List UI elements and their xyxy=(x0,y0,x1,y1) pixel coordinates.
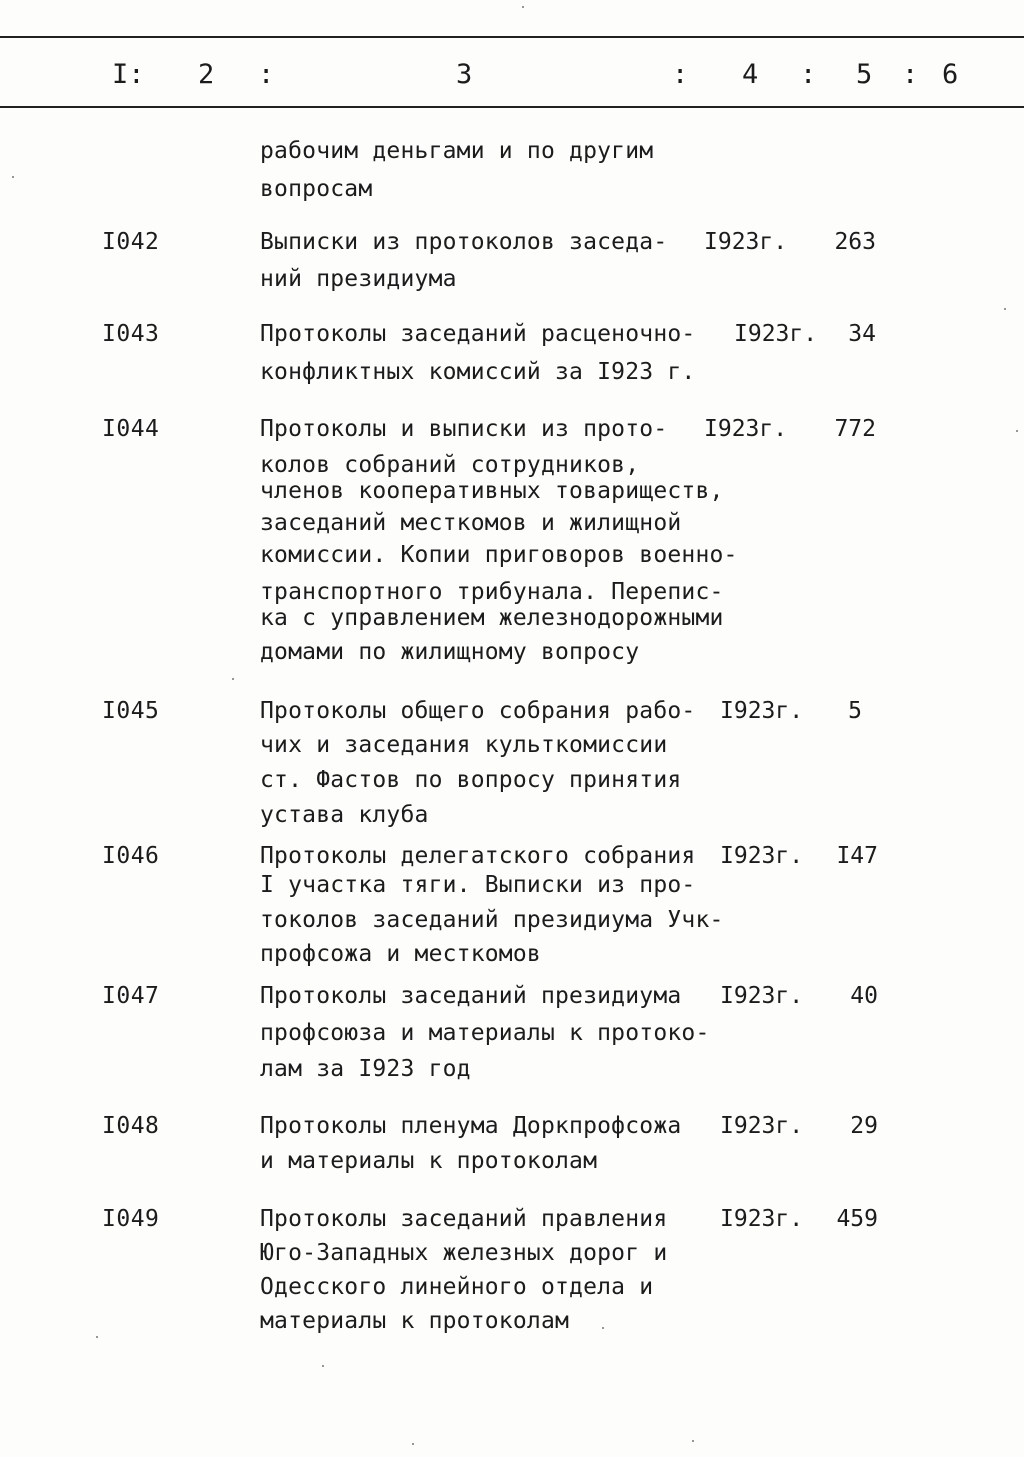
record-number: I047 xyxy=(102,983,160,1009)
scan-speck xyxy=(1016,430,1018,432)
scan-speck xyxy=(692,1440,694,1442)
record-title-line: ст. Фастов по вопросу принятия xyxy=(260,767,682,793)
record-title-line: Протоколы заседаний расценочно- xyxy=(260,321,696,347)
scan-speck xyxy=(322,1365,324,1367)
record-title-line: транспортного трибунала. Перепис- xyxy=(260,579,724,605)
record-date: I923г. xyxy=(734,321,818,347)
record-title-line: I участка тяги. Выписки из про- xyxy=(260,872,696,898)
record-number: I048 xyxy=(102,1113,160,1139)
record-date: I923г. xyxy=(720,1113,804,1139)
record-date: I923г. xyxy=(704,416,788,442)
record-sheet-count: 772 xyxy=(834,416,876,442)
header-col-6: 6 xyxy=(942,59,959,90)
record-number: I045 xyxy=(102,698,160,724)
carryover-line: вопросам xyxy=(260,176,373,202)
record-title-line: и материалы к протоколам xyxy=(260,1148,598,1174)
record-date: I923г. xyxy=(720,983,804,1009)
record-title-line: заседаний месткомов и жилищной xyxy=(260,510,682,536)
record-title-line: устава клуба xyxy=(260,802,429,828)
header-col-5: 5 xyxy=(856,59,873,90)
record-sheet-count: I47 xyxy=(836,843,878,869)
record-title-line: токолов заседаний президиума Учк- xyxy=(260,907,724,933)
record-title-line: чих и заседания культкомиссии xyxy=(260,732,668,758)
header-separator: : xyxy=(800,59,817,90)
scan-speck xyxy=(522,6,524,8)
record-number: I049 xyxy=(102,1206,160,1232)
scan-speck xyxy=(1004,308,1006,310)
carryover-line: рабочим деньгами и по другим xyxy=(260,138,654,164)
record-number: I046 xyxy=(102,843,160,869)
record-date: I923г. xyxy=(720,1206,804,1232)
record-title-line: Протоколы и выписки из прото- xyxy=(260,416,668,442)
record-sheet-count: 459 xyxy=(836,1206,878,1232)
header-separator: : xyxy=(902,59,919,90)
record-title-line: ка с управлением железнодорожными xyxy=(260,605,724,631)
scan-speck xyxy=(12,176,14,178)
record-date: I923г. xyxy=(704,229,788,255)
header-top-rule xyxy=(0,36,1024,38)
record-title-line: лам за I923 год xyxy=(260,1056,471,1082)
record-number: I043 xyxy=(102,321,160,347)
record-title-line: Выписки из протоколов заседа- xyxy=(260,229,668,255)
record-title-line: Протоколы общего собрания рабо- xyxy=(260,698,696,724)
record-number: I044 xyxy=(102,416,160,442)
record-title-line: Протоколы заседаний президиума xyxy=(260,983,682,1009)
record-date: I923г. xyxy=(720,698,804,724)
record-title-line: Протоколы делегатского собрания xyxy=(260,843,696,869)
record-title-line: членов кооперативных товариществ, xyxy=(260,478,724,504)
header-col-1: I: xyxy=(112,59,145,90)
record-sheet-count: 5 xyxy=(848,698,862,724)
scan-speck xyxy=(232,678,234,680)
record-title-line: колов собраний сотрудников, xyxy=(260,452,640,478)
record-number: I042 xyxy=(102,229,160,255)
record-title-line: Протоколы пленума Доркпрофсожа xyxy=(260,1113,682,1139)
record-title-line: материалы к протоколам xyxy=(260,1308,570,1334)
record-title-line: домами по жилищному вопросу xyxy=(260,639,640,665)
record-title-line: Протоколы заседаний правления xyxy=(260,1206,668,1232)
record-title-line: Юго-Западных железных дорог и xyxy=(260,1240,668,1266)
scan-speck xyxy=(96,1336,98,1338)
header-col-3: 3 xyxy=(456,59,473,90)
record-title-line: ний президиума xyxy=(260,266,457,292)
scan-speck xyxy=(602,1327,604,1329)
record-sheet-count: 34 xyxy=(848,321,876,347)
record-title-line: комиссии. Копии приговоров военно- xyxy=(260,542,738,568)
record-sheet-count: 29 xyxy=(850,1113,878,1139)
record-title-line: Одесского линейного отдела и xyxy=(260,1274,654,1300)
header-col-4: 4 xyxy=(742,59,759,90)
header-bottom-rule xyxy=(0,106,1024,108)
record-title-line: конфликтных комиссий за I923 г. xyxy=(260,359,696,385)
header-col-2: 2 xyxy=(198,59,215,90)
record-sheet-count: 263 xyxy=(834,229,876,255)
record-title-line: профсоюза и материалы к протоко- xyxy=(260,1020,710,1046)
record-sheet-count: 40 xyxy=(850,983,878,1009)
header-separator: : xyxy=(672,59,689,90)
scan-speck xyxy=(412,1443,414,1445)
header-separator: : xyxy=(258,59,275,90)
record-date: I923г. xyxy=(720,843,804,869)
record-title-line: профсожа и месткомов xyxy=(260,941,541,967)
